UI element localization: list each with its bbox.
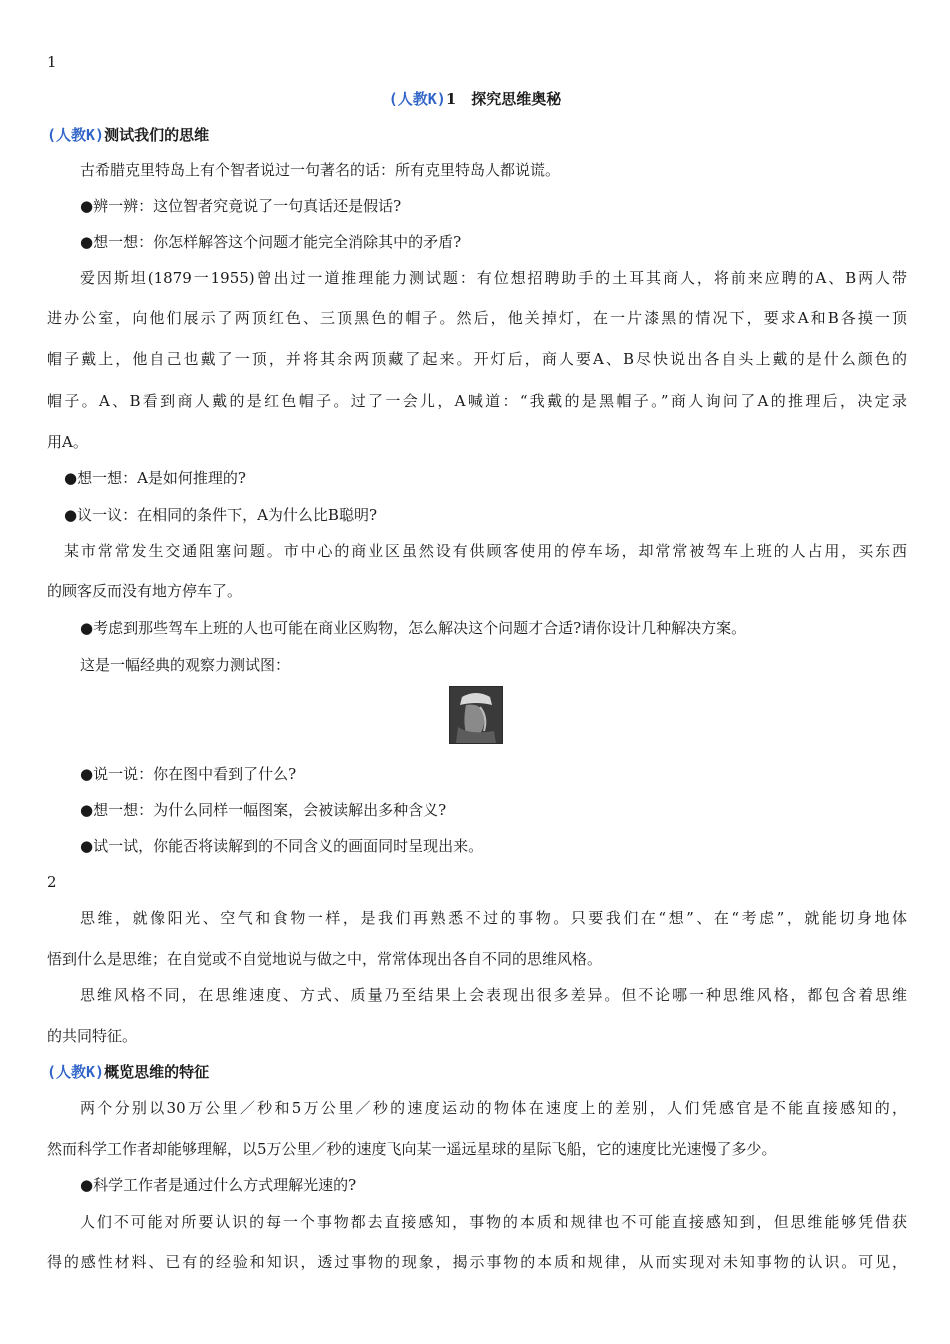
question-item: ●想一想：A是如何推理的? [64,469,246,487]
source-tag: (人教K) [388,90,446,108]
question-item: ●议一议：在相同的条件下，A为什么比B聪明? [64,506,377,524]
paragraph-line: 的共同特征。 [47,1027,138,1045]
paragraph-line: 爱因斯坦(1879一1955)曾出过一道推理能力测试题：有位想招聘助手的土耳其商人，将前来应聘的A、B两人带 [80,269,907,287]
paragraph-line: 的顾客反而没有地方停车了。 [47,582,243,600]
paragraph-line: 得的感性材料、已有的经验和知识，透过事物的现象，揭示事物的本质和规律，从而实现对未知事物的认识。可见， [47,1253,907,1271]
paragraph-line: 某市常常发生交通阻塞问题。市中心的商业区虽然设有供顾客使用的停车场，却常常被驾车上班的人占用，买东西 [64,542,907,560]
paragraph-line: 进办公室，向他们展示了两顶红色、三顶黑色的帽子。然后，他关掉灯，在一片漆黑的情况下，要求A和B各摸一顶 [47,309,907,327]
paragraph: 古希腊克里特岛上有个智者说过一句著名的话：所有克里特岛人都说谎。 [80,161,561,179]
paragraph-line: 然而科学工作者却能够理解，以5万公里／秒的速度飞向某一遥远星球的星际飞船，它的速度比光速慢了多少。 [47,1140,777,1158]
question-item: ●说一说：你在图中看到了什么? [80,765,297,783]
page-number: 2 [47,873,57,891]
question-item: ●试一试，你能否将读解到的不同含义的画面同时呈现出来。 [80,837,484,855]
chapter-title-text: 1 探究思维奥秘 [445,90,562,108]
section-heading-text: 概览思维的特征 [104,1063,210,1081]
paragraph-line: 帽子。A、B看到商人戴的是红色帽子。过了一会儿，A喊道：“我戴的是黑帽子。”商人询问了A的推理后，决定录 [47,392,907,410]
paragraph-line: 悟到什么是思维；在自觉或不自觉地说与做之中，常常体现出各自不同的思维风格。 [47,950,603,968]
observation-test-image [449,686,503,744]
paragraph-line: 两个分别以30万公里／秒和5万公里／秒的速度运动的物体在速度上的差别，人们凭感官是不能直接感知的， [80,1099,907,1117]
chapter-title [0,89,950,109]
question-item: ●辨一辨：这位智者究竟说了一句真话还是假话? [80,197,402,215]
paragraph-line: 人们不可能对所要认识的每一个事物都去直接感知，事物的本质和规律也不可能直接感知到，但思维能够凭借获 [80,1213,907,1231]
question-item: ●科学工作者是通过什么方式理解光速的? [80,1176,357,1194]
page-number: 1 [47,53,57,71]
paragraph-line: 帽子戴上，他自己也戴了一顶，并将其余两顶藏了起来。开灯后，商人要A、B尽快说出各自头上戴的是什么颜色的 [47,350,907,368]
section-heading [47,1062,907,1082]
paragraph: 这是一幅经典的观察力测试图： [80,656,291,674]
section-heading-text: 测试我们的思维 [104,126,210,144]
question-item: ●考虑到那些驾车上班的人也可能在商业区购物，怎么解决这个问题才合适?请你设计几种解决方案。 [80,619,747,637]
paragraph-line: 用A。 [47,433,88,451]
question-item: ●想一想：你怎样解答这个问题才能完全消除其中的矛盾? [80,233,462,251]
paragraph-line: 思维，就像阳光、空气和食物一样，是我们再熟悉不过的事物。只要我们在“想”、在“考虑”，就能切身地体 [80,909,907,927]
source-tag: (人教K) [47,1063,105,1081]
section-heading [47,125,907,145]
question-item: ●想一想：为什么同样一幅图案，会被读解出多种含义? [80,801,447,819]
source-tag: (人教K) [47,126,105,144]
paragraph-line: 思维风格不同，在思维速度、方式、质量乃至结果上会表现出很多差异。但不论哪一种思维风格，都包含着思维 [80,986,907,1004]
